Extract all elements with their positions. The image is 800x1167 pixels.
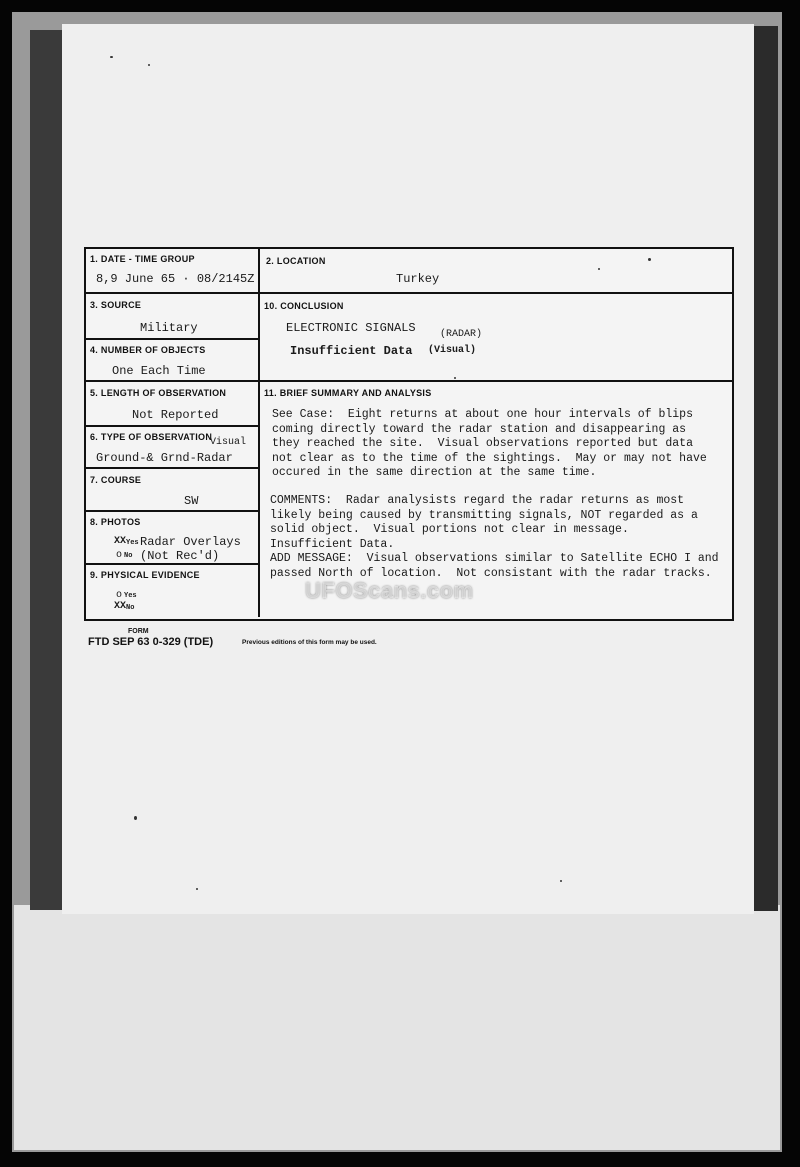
row-divider bbox=[86, 338, 260, 340]
photos-no-label: No bbox=[124, 552, 133, 560]
row-divider bbox=[86, 467, 260, 469]
location-value: Turkey bbox=[396, 272, 440, 286]
conclusion-line2-note: (Visual) bbox=[428, 345, 477, 356]
date-time-group-value: 8,9 June 65 · 08/2145Z bbox=[96, 272, 255, 286]
dust-speck bbox=[598, 268, 600, 270]
physical-evidence-yes-label: Yes bbox=[124, 592, 137, 600]
lower-sheet bbox=[14, 905, 780, 1150]
form-code: FTD SEP 63 0-329 (TDE) bbox=[88, 636, 214, 648]
physical-evidence-no-label: No bbox=[126, 604, 135, 612]
dust-speck bbox=[110, 56, 113, 58]
number-of-objects-label: 4. NUMBER OF OBJECTS bbox=[90, 345, 206, 355]
column-divider bbox=[258, 249, 260, 617]
form-label: FORM bbox=[128, 628, 149, 635]
row-divider bbox=[86, 563, 260, 565]
physical-evidence-label: 9. PHYSICAL EVIDENCE bbox=[90, 570, 200, 580]
source-label: 3. SOURCE bbox=[90, 300, 142, 310]
photos-label: 8. PHOTOS bbox=[90, 517, 141, 527]
watermark: UFOScans.com bbox=[305, 578, 474, 603]
date-time-group-label: 1. DATE - TIME GROUP bbox=[90, 254, 195, 264]
dust-speck bbox=[454, 377, 456, 379]
conclusion-label: 10. CONCLUSION bbox=[264, 301, 344, 311]
conclusion-line2: Insufficient Data bbox=[290, 344, 413, 358]
dust-speck bbox=[196, 888, 198, 890]
type-of-observation-value: Ground-& Grnd-Radar bbox=[96, 451, 233, 465]
dust-speck bbox=[560, 880, 562, 882]
photos-yes-mark: XX bbox=[114, 536, 127, 547]
type-of-observation-visual-note: Visual bbox=[210, 437, 247, 448]
photos-yes-value: Radar Overlays bbox=[140, 535, 241, 549]
type-of-observation-label: 6. TYPE OF OBSERVATION bbox=[90, 432, 213, 442]
length-of-observation-value: Not Reported bbox=[132, 408, 219, 422]
dust-speck bbox=[648, 258, 651, 261]
course-value: SW bbox=[184, 494, 199, 508]
dust-speck bbox=[134, 816, 137, 820]
right-shadow bbox=[752, 26, 778, 911]
row-divider bbox=[86, 425, 260, 427]
photos-no-value: (Not Rec'd) bbox=[140, 549, 220, 563]
row-divider bbox=[86, 510, 260, 512]
row-divider bbox=[86, 292, 732, 294]
dust-speck bbox=[148, 64, 150, 66]
length-of-observation-label: 5. LENGTH OF OBSERVATION bbox=[90, 388, 227, 398]
row-divider bbox=[86, 380, 732, 382]
summary-case-text: See Case: Eight returns at about one hour intervals of blips coming directly toward the radar station and disappearing as they reached the site. Visual observations reported but data not clear as to the time of the sightings. May or may not have occured in the same direction at the same time. bbox=[272, 408, 707, 479]
summary-comments-text: COMMENTS: Radar analysists regard the radar returns as most likely being caused by transmitting signals, NOT regarded as a solid object. Visual portions not clear in message. Insufficient Data. ADD MESSAGE: Visual observations similar to Satellite ECHO I and passed North of location. Not consistant with the radar tracks. bbox=[270, 494, 719, 580]
physical-evidence-yes-mark: o bbox=[116, 590, 123, 601]
form-edition-note: Previous editions of this form may be used. bbox=[242, 639, 377, 646]
photos-yes-label: Yes bbox=[126, 539, 139, 547]
location-label: 2. LOCATION bbox=[266, 256, 326, 266]
number-of-objects-value: One Each Time bbox=[112, 364, 206, 378]
physical-evidence-no-mark: XX bbox=[114, 601, 127, 612]
course-label: 7. COURSE bbox=[90, 475, 142, 485]
brief-summary-label: 11. BRIEF SUMMARY AND ANALYSIS bbox=[264, 388, 432, 398]
conclusion-line1: ELECTRONIC SIGNALS bbox=[286, 321, 416, 335]
source-value: Military bbox=[140, 321, 198, 335]
conclusion-line1-note: (RADAR) bbox=[440, 329, 483, 340]
left-shadow bbox=[30, 30, 64, 910]
photos-no-mark: o bbox=[116, 550, 123, 561]
